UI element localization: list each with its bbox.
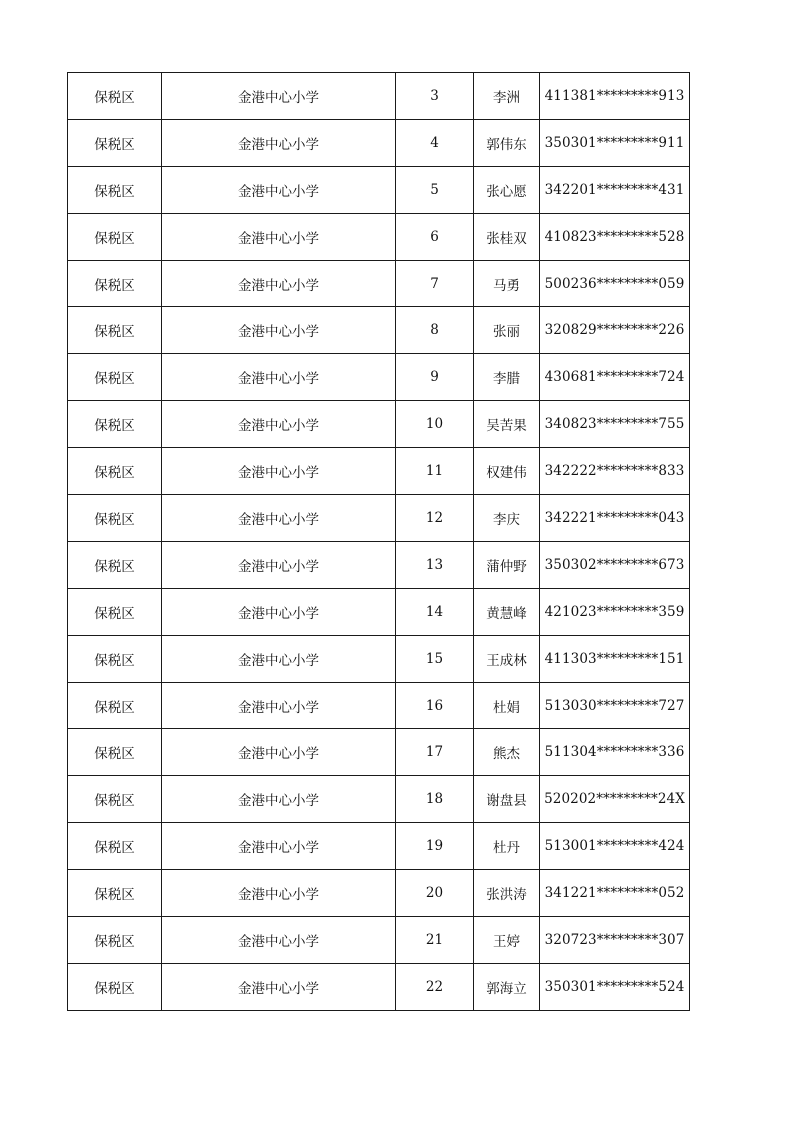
number-cell: 14 (396, 588, 474, 635)
table-row (68, 495, 690, 542)
district-cell: 保税区 (68, 166, 162, 213)
number-cell: 5 (396, 166, 474, 213)
school-cell: 金港中心小学 (162, 166, 396, 213)
number-cell: 11 (396, 448, 474, 495)
district-cell: 保税区 (68, 541, 162, 588)
table-row (68, 635, 690, 682)
district-cell: 保税区 (68, 635, 162, 682)
number-cell: 9 (396, 354, 474, 401)
district-cell: 保税区 (68, 354, 162, 401)
name-cell: 郭伟东 (474, 119, 540, 166)
district-cell: 保税区 (68, 119, 162, 166)
table-row (68, 213, 690, 260)
name-cell: 谢盘县 (474, 776, 540, 823)
name-cell: 李庆 (474, 495, 540, 542)
id-number-cell: 350301*********911 (540, 119, 690, 166)
school-cell: 金港中心小学 (162, 541, 396, 588)
number-cell: 10 (396, 401, 474, 448)
id-number-cell: 513030*********727 (540, 682, 690, 729)
name-cell: 张心愿 (474, 166, 540, 213)
roster-table (67, 72, 690, 1011)
name-cell: 吴苦果 (474, 401, 540, 448)
district-cell: 保税区 (68, 401, 162, 448)
district-cell: 保税区 (68, 260, 162, 307)
id-number-cell: 350301*********524 (540, 963, 690, 1010)
school-cell: 金港中心小学 (162, 73, 396, 120)
id-number-cell: 411381*********913 (540, 73, 690, 120)
number-cell: 12 (396, 495, 474, 542)
roster-table-body (68, 73, 690, 1011)
district-cell: 保税区 (68, 870, 162, 917)
district-cell: 保税区 (68, 73, 162, 120)
id-number-cell: 320829*********226 (540, 307, 690, 354)
number-cell: 17 (396, 729, 474, 776)
number-cell: 19 (396, 823, 474, 870)
school-cell: 金港中心小学 (162, 307, 396, 354)
school-cell: 金港中心小学 (162, 213, 396, 260)
table-row (68, 354, 690, 401)
number-cell: 16 (396, 682, 474, 729)
id-number-cell: 342201*********431 (540, 166, 690, 213)
number-cell: 13 (396, 541, 474, 588)
district-cell: 保税区 (68, 448, 162, 495)
number-cell: 4 (396, 119, 474, 166)
number-cell: 22 (396, 963, 474, 1010)
id-number-cell: 342221*********043 (540, 495, 690, 542)
name-cell: 蒲仲野 (474, 541, 540, 588)
district-cell: 保税区 (68, 682, 162, 729)
table-row (68, 260, 690, 307)
id-number-cell: 430681*********724 (540, 354, 690, 401)
table-row (68, 917, 690, 964)
table-row (68, 588, 690, 635)
number-cell: 21 (396, 917, 474, 964)
school-cell: 金港中心小学 (162, 354, 396, 401)
district-cell: 保税区 (68, 823, 162, 870)
name-cell: 李腊 (474, 354, 540, 401)
name-cell: 郭海立 (474, 963, 540, 1010)
name-cell: 杜娟 (474, 682, 540, 729)
number-cell: 7 (396, 260, 474, 307)
district-cell: 保税区 (68, 776, 162, 823)
table-row (68, 119, 690, 166)
name-cell: 张丽 (474, 307, 540, 354)
table-row (68, 401, 690, 448)
table-row (68, 307, 690, 354)
id-number-cell: 520202*********24X (540, 776, 690, 823)
table-row (68, 963, 690, 1010)
table-row (68, 729, 690, 776)
school-cell: 金港中心小学 (162, 823, 396, 870)
id-number-cell: 511304*********336 (540, 729, 690, 776)
number-cell: 3 (396, 73, 474, 120)
id-number-cell: 340823*********755 (540, 401, 690, 448)
school-cell: 金港中心小学 (162, 729, 396, 776)
name-cell: 张洪涛 (474, 870, 540, 917)
school-cell: 金港中心小学 (162, 495, 396, 542)
id-number-cell: 410823*********528 (540, 213, 690, 260)
name-cell: 权建伟 (474, 448, 540, 495)
district-cell: 保税区 (68, 213, 162, 260)
number-cell: 20 (396, 870, 474, 917)
table-row (68, 823, 690, 870)
school-cell: 金港中心小学 (162, 119, 396, 166)
table-row (68, 448, 690, 495)
name-cell: 熊杰 (474, 729, 540, 776)
id-number-cell: 341221*********052 (540, 870, 690, 917)
school-cell: 金港中心小学 (162, 448, 396, 495)
number-cell: 6 (396, 213, 474, 260)
id-number-cell: 350302*********673 (540, 541, 690, 588)
name-cell: 王婷 (474, 917, 540, 964)
name-cell: 杜丹 (474, 823, 540, 870)
id-number-cell: 342222*********833 (540, 448, 690, 495)
id-number-cell: 500236*********059 (540, 260, 690, 307)
school-cell: 金港中心小学 (162, 776, 396, 823)
table-row (68, 73, 690, 120)
id-number-cell: 421023*********359 (540, 588, 690, 635)
school-cell: 金港中心小学 (162, 635, 396, 682)
id-number-cell: 411303*********151 (540, 635, 690, 682)
name-cell: 马勇 (474, 260, 540, 307)
name-cell: 李洲 (474, 73, 540, 120)
district-cell: 保税区 (68, 495, 162, 542)
name-cell: 黄慧峰 (474, 588, 540, 635)
school-cell: 金港中心小学 (162, 870, 396, 917)
number-cell: 8 (396, 307, 474, 354)
table-row (68, 776, 690, 823)
table-row (68, 682, 690, 729)
school-cell: 金港中心小学 (162, 588, 396, 635)
school-cell: 金港中心小学 (162, 963, 396, 1010)
school-cell: 金港中心小学 (162, 260, 396, 307)
number-cell: 15 (396, 635, 474, 682)
school-cell: 金港中心小学 (162, 401, 396, 448)
district-cell: 保税区 (68, 963, 162, 1010)
table-row (68, 541, 690, 588)
table-row (68, 166, 690, 213)
table-row (68, 870, 690, 917)
district-cell: 保税区 (68, 917, 162, 964)
name-cell: 王成林 (474, 635, 540, 682)
district-cell: 保税区 (68, 588, 162, 635)
district-cell: 保税区 (68, 307, 162, 354)
district-cell: 保税区 (68, 729, 162, 776)
school-cell: 金港中心小学 (162, 682, 396, 729)
school-cell: 金港中心小学 (162, 917, 396, 964)
number-cell: 18 (396, 776, 474, 823)
id-number-cell: 320723*********307 (540, 917, 690, 964)
name-cell: 张桂双 (474, 213, 540, 260)
id-number-cell: 513001*********424 (540, 823, 690, 870)
